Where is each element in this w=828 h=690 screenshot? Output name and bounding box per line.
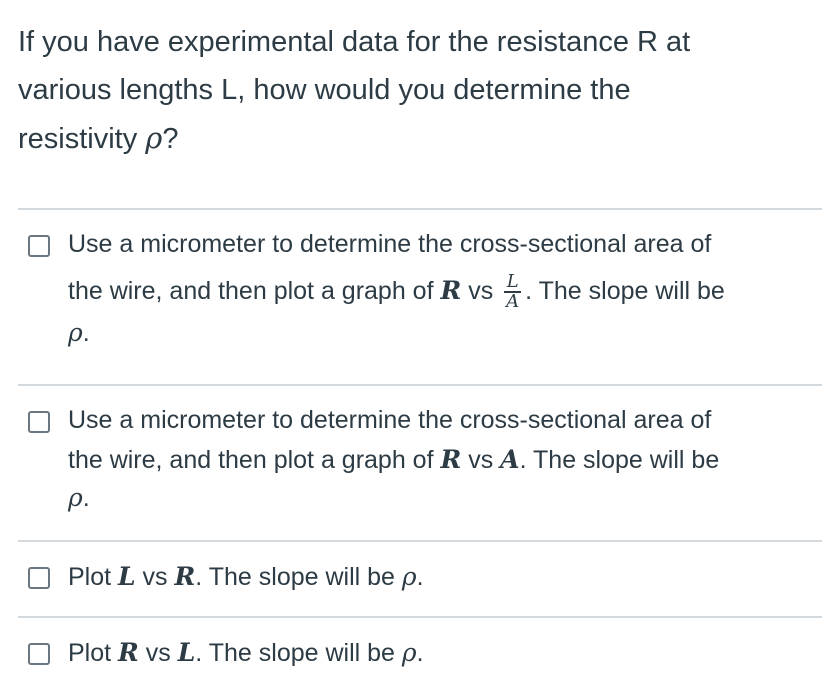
math-symbol: R — [174, 562, 196, 591]
math-symbol: L — [118, 562, 136, 591]
period: . — [82, 319, 90, 347]
math-symbol: R — [440, 445, 462, 474]
answer-text-2 — [68, 398, 818, 520]
rho-symbol: ρ — [401, 638, 417, 667]
math-symbol: R — [118, 638, 139, 667]
fraction-denominator: A — [506, 291, 520, 313]
answer-1-line-1: Use a micrometer to determine the cross-sectional area of — [68, 230, 712, 258]
answer-2-line-2 — [68, 438, 818, 482]
divider — [18, 540, 822, 542]
answer-text-3 — [68, 555, 818, 599]
question-line-3 — [18, 114, 808, 163]
math-symbol: L — [177, 638, 196, 667]
answer-checkbox-3[interactable] — [28, 567, 50, 589]
answer-2-line-2-suffix: . The slope will be — [519, 446, 720, 474]
fraction — [504, 273, 521, 311]
answer-4-prefix: Plot — [68, 639, 119, 667]
question-mark: ? — [162, 123, 179, 155]
period: . — [416, 563, 424, 591]
vs-text: vs — [461, 277, 501, 305]
answer-1-line-2 — [68, 269, 818, 313]
answer-checkbox-1[interactable] — [28, 235, 50, 257]
rho-symbol: ρ — [68, 318, 83, 347]
answer-2-line-2-text: the wire, and then plot a graph of — [68, 446, 441, 474]
answer-4-suffix: . The slope will be — [195, 639, 402, 667]
fraction-numerator: L — [504, 273, 521, 293]
answer-3-suffix: . The slope will be — [195, 563, 402, 591]
answer-1-line-2-text: the wire, and then plot a graph of — [68, 277, 441, 305]
answer-text-1 — [68, 222, 818, 355]
answer-1-line-2-suffix: . The slope will be — [525, 277, 725, 305]
math-symbol: R — [440, 276, 462, 305]
answer-1-line-3 — [68, 311, 818, 355]
question-line-1: If you have experimental data for the resistance R at — [18, 26, 691, 58]
rho-symbol: ρ — [68, 483, 83, 512]
question-text — [18, 18, 808, 163]
question-line-3-text: resistivity — [18, 123, 146, 155]
answer-text-4 — [68, 631, 818, 675]
divider — [18, 616, 822, 618]
answer-checkbox-4[interactable] — [28, 643, 50, 665]
math-symbol: A — [500, 445, 520, 474]
rho-symbol: ρ — [401, 562, 417, 591]
period: . — [416, 639, 424, 667]
divider — [18, 208, 822, 210]
rho-symbol: ρ — [145, 121, 163, 155]
answer-3-prefix: Plot — [68, 563, 119, 591]
divider — [18, 384, 822, 386]
question-line-2: various lengths L, how would you determine the — [18, 74, 631, 106]
vs-text: vs — [461, 446, 501, 474]
answer-2-line-1: Use a micrometer to determine the cross-sectional area of — [68, 406, 712, 434]
vs-text: vs — [138, 639, 178, 667]
answer-2-line-3 — [68, 476, 818, 520]
vs-text: vs — [135, 563, 175, 591]
answer-checkbox-2[interactable] — [28, 411, 50, 433]
period: . — [82, 484, 90, 512]
